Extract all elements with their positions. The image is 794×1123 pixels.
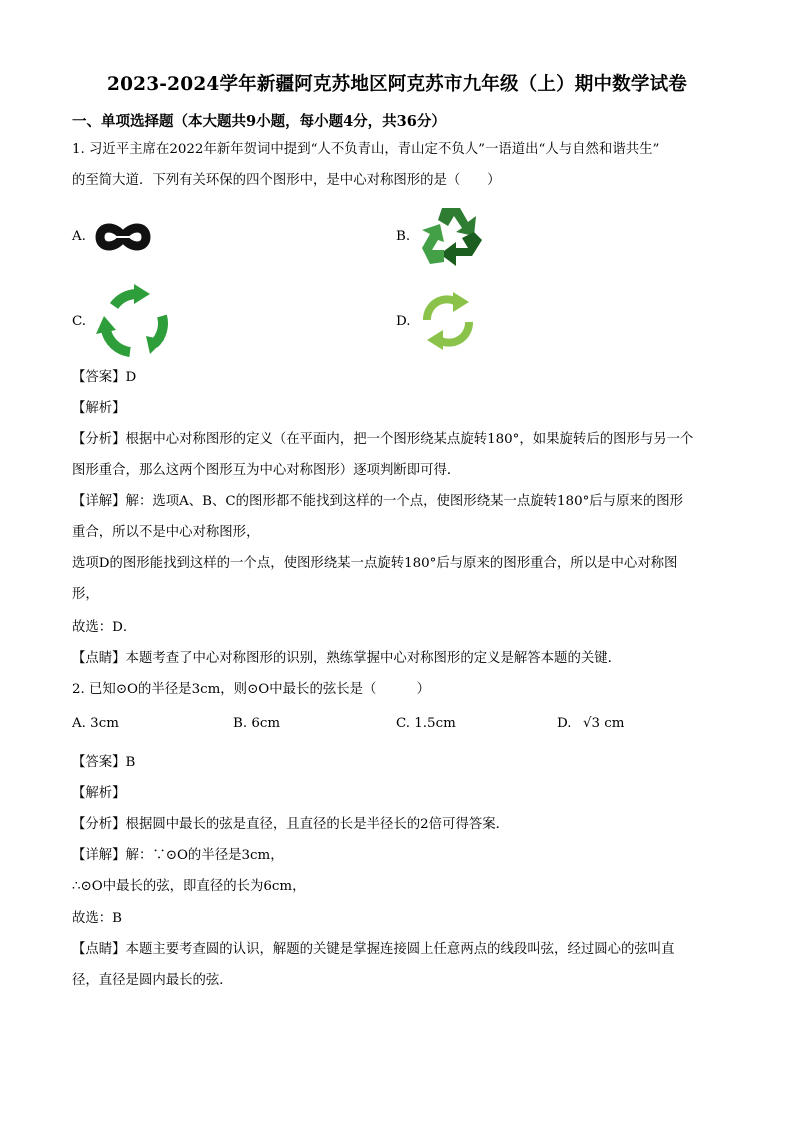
q2-option-d-value: √3 cm xyxy=(583,716,625,731)
q2-jiexi: 【解析】 xyxy=(72,786,126,801)
circular-arrows-icon xyxy=(92,282,176,362)
recycle-icon xyxy=(416,202,492,270)
q1-detail-line3: 选项D的图形能找到这样的一个点，使图形绕某一点旋转180°后与原来的图形重合，所以是中心对称图 xyxy=(72,556,678,571)
q2-answer: 【答案】B xyxy=(72,755,136,770)
q1-analysis-line1: 【分析】根据中心对称图形的定义（在平面内，把一个图形绕某点旋转180°，如果旋转后的图形与另一个 xyxy=(72,432,694,447)
q1-detail-line1: 【详解】解：选项A、B、C的图形都不能找到这样的一个点，使图形绕某一点旋转180°后与原来的图形 xyxy=(72,494,684,509)
q2-detail-line2: ∴⊙O中最长的弦，即直径的长为6cm， xyxy=(72,879,306,894)
q2-option-c: C. 1.5cm xyxy=(396,716,456,731)
q1-option-c-label: C. xyxy=(72,314,87,329)
q2-dianjing-line1: 【点睛】本题主要考查圆的认识，解题的关键是掌握连接圆上任意两点的线段叫弦，经过圆心的弦叫直 xyxy=(72,942,675,957)
q1-dianjing: 【点睛】本题考查了中心对称图形的识别，熟练掌握中心对称图形的定义是解答本题的关键． xyxy=(72,651,622,666)
q1-analysis-line2: 图形重合，那么这两个图形互为中心对称图形）逐项判断即可得． xyxy=(72,463,461,478)
q1-option-d-label: D. xyxy=(396,314,411,329)
q1-option-b-label: B. xyxy=(396,229,411,244)
q1-jiexi: 【解析】 xyxy=(72,401,126,416)
q1-answer: 【答案】D xyxy=(72,370,137,385)
q2-dianjing-line2: 径，直径是圆内最长的弦． xyxy=(72,973,233,988)
section-heading: 一、单项选择题（本大题共9小题，每小题4分，共36分） xyxy=(72,113,446,130)
two-circular-arrows-icon xyxy=(417,290,479,352)
q2-choose: 故选：B xyxy=(72,911,123,926)
q2-option-d-label: D. xyxy=(557,716,572,731)
q1-stem-line1: 1. 习近平主席在2022年新年贺词中提到“人不负青山，青山定不负人”一语道出“人与自然和谐共生” xyxy=(72,142,660,157)
q1-detail-line4: 形， xyxy=(72,587,99,602)
q2-analysis: 【分析】根据圆中最长的弦是直径，且直径的长是半径长的2倍可得答案． xyxy=(72,817,510,832)
q1-choose: 故选：D． xyxy=(72,620,137,635)
q2-detail-line1: 【详解】解：∵⊙O的半径是3cm， xyxy=(72,848,284,863)
q1-option-a-label: A. xyxy=(72,229,86,244)
q2-option-a: A. 3cm xyxy=(72,716,119,731)
q1-stem-line2: 的至简大道．下列有关环保的四个图形中，是中心对称图形的是（ ） xyxy=(72,173,501,188)
q1-detail-line2: 重合，所以不是中心对称图形， xyxy=(72,525,260,540)
q2-stem: 2. 已知⊙O的半径是3cm，则⊙O中最长的弦长是（ ） xyxy=(72,682,430,697)
infinity-logo-icon xyxy=(94,219,152,255)
page-title: 2023-2024学年新疆阿克苏地区阿克苏市九年级（上）期中数学试卷 xyxy=(107,74,687,95)
q2-option-b: B. 6cm xyxy=(233,716,281,731)
